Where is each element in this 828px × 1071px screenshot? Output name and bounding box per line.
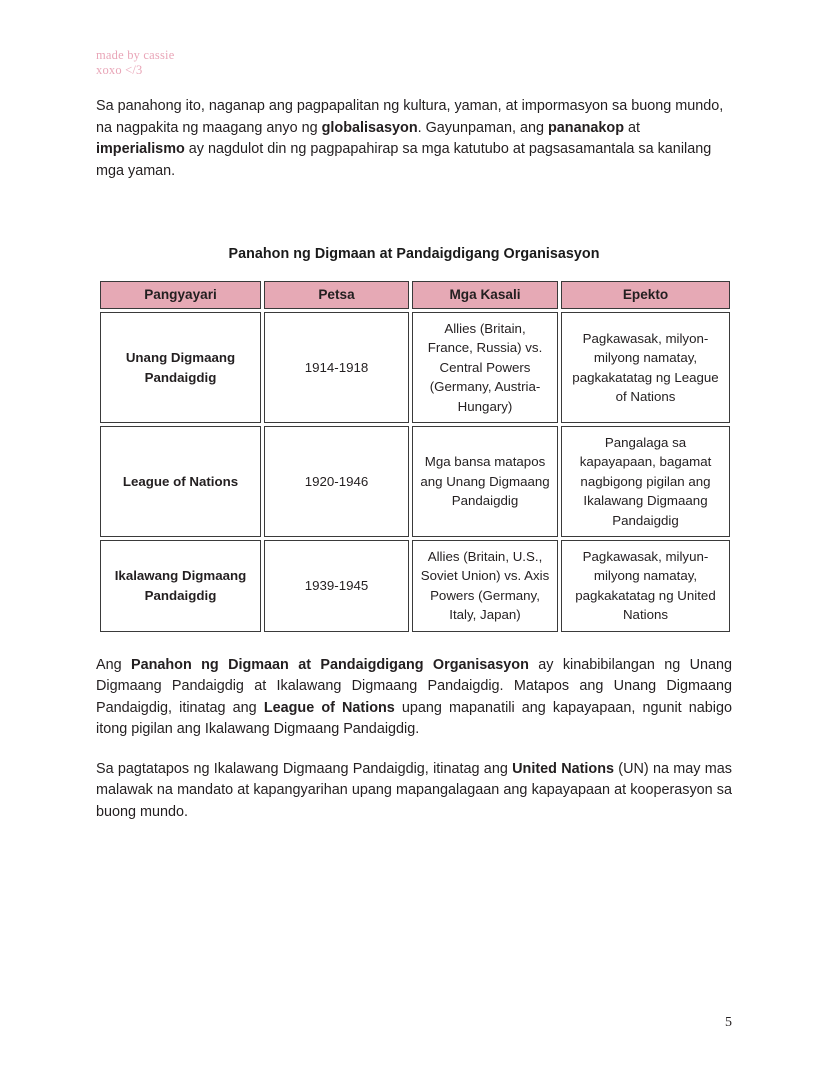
intro-text-4: ay nagdulot din ng pagpapahirap sa mga katutubo at pagsasamantala sa kanilang mga yaman.	[96, 141, 712, 179]
war-organizations-table	[97, 278, 733, 635]
document-content	[96, 96, 732, 841]
intro-bold-imperialismo: imperialismo	[96, 141, 185, 157]
page-number: 5	[725, 1015, 732, 1030]
intro-text-2: . Gayunpaman, ang	[417, 119, 549, 136]
table-title: Panahon ng Digmaan at Pandaigdigang Organisasyon	[228, 246, 600, 262]
intro-text-3: at	[623, 119, 640, 136]
paragraph-2	[96, 655, 732, 741]
cell-mga-kasali: Allies (Britain, U.S., Soviet Union) vs. Axis Powers (Germany, Italy, Japan)	[412, 540, 558, 632]
column-header-petsa: Petsa	[264, 281, 409, 309]
p3-text-1: Sa pagtatapos ng Ikalawang Digmaang Pandaigdig, itinatag ang	[96, 760, 513, 777]
intro-bold-globalisasyon: globalisasyon	[321, 119, 418, 136]
intro-text-1: Sa panahong ito, naganap ang pagpapalitan ng kultura, yaman, at impormasyon sa buong mundo, na nagpakita ng maagang anyo ng	[96, 98, 724, 136]
cell-pangyayari: Ikalawang Digmaang Pandaigdig	[100, 540, 261, 632]
p2-bold-league: League of Nations	[263, 699, 395, 716]
p2-text-1: Ang	[96, 656, 131, 673]
section-spacer	[96, 200, 732, 246]
p2-bold-panahon: Panahon ng Digmaan at Pandaigdigang Organisasyon	[130, 656, 529, 673]
cell-epekto: Pagkawasak, milyon-milyong namatay, pagkakatatag ng League of Nations	[561, 312, 730, 423]
paragraph-3	[96, 759, 732, 824]
watermark-line-2: xoxo </3	[96, 63, 143, 77]
intro-bold-pananakop: pananakop	[548, 119, 624, 136]
cell-petsa: 1920-1946	[264, 426, 409, 537]
p2-text-3: upang mapanatili ang kapayapaan, ngunit nabigo itong pigilan ang Ikalawang Digmaang Pandaigdig.	[96, 699, 732, 738]
table-row	[100, 426, 730, 537]
cell-mga-kasali: Allies (Britain, France, Russia) vs. Central Powers (Germany, Austria-Hungary)	[412, 312, 558, 423]
column-header-epekto: Epekto	[561, 281, 730, 309]
table-row	[100, 540, 730, 632]
cell-epekto: Pagkawasak, milyun-milyong namatay, pagkakatatag ng United Nations	[561, 540, 730, 632]
p3-text-2: (UN) na may mas malawak na mandato at kapangyarihan upang mapangalagaan ang kapayapaan at kooperasyon sa buong mundo.	[96, 760, 732, 820]
table-header-row	[100, 281, 730, 309]
column-header-pangyayari: Pangyayari	[100, 281, 261, 309]
watermark-credit	[96, 48, 174, 78]
watermark-line-1: made by cassie	[96, 48, 175, 62]
table-row	[100, 312, 730, 423]
table-bottom-spacer	[96, 635, 732, 655]
cell-petsa: 1914-1918	[264, 312, 409, 423]
cell-pangyayari: League of Nations	[100, 426, 261, 537]
intro-paragraph	[96, 96, 732, 182]
p3-bold-united-nations: United Nations	[512, 760, 614, 777]
column-header-mga-kasali: Mga Kasali	[412, 281, 558, 309]
cell-epekto: Pangalaga sa kapayapaan, bagamat nagbigong pigilan ang Ikalawang Digmaang Pandaigdig	[561, 426, 730, 537]
cell-petsa: 1939-1945	[264, 540, 409, 632]
p2-text-2: ay kinabibilangan ng Unang Digmaang Pandaigdig at Ikalawang Digmaang Pandaigdig. Matapos ang Unang Digmaang Pandaigdig, itinatag ang	[96, 656, 732, 716]
cell-pangyayari: Unang Digmaang Pandaigdig	[100, 312, 261, 423]
cell-mga-kasali: Mga bansa matapos ang Unang Digmaang Pandaigdig	[412, 426, 558, 537]
